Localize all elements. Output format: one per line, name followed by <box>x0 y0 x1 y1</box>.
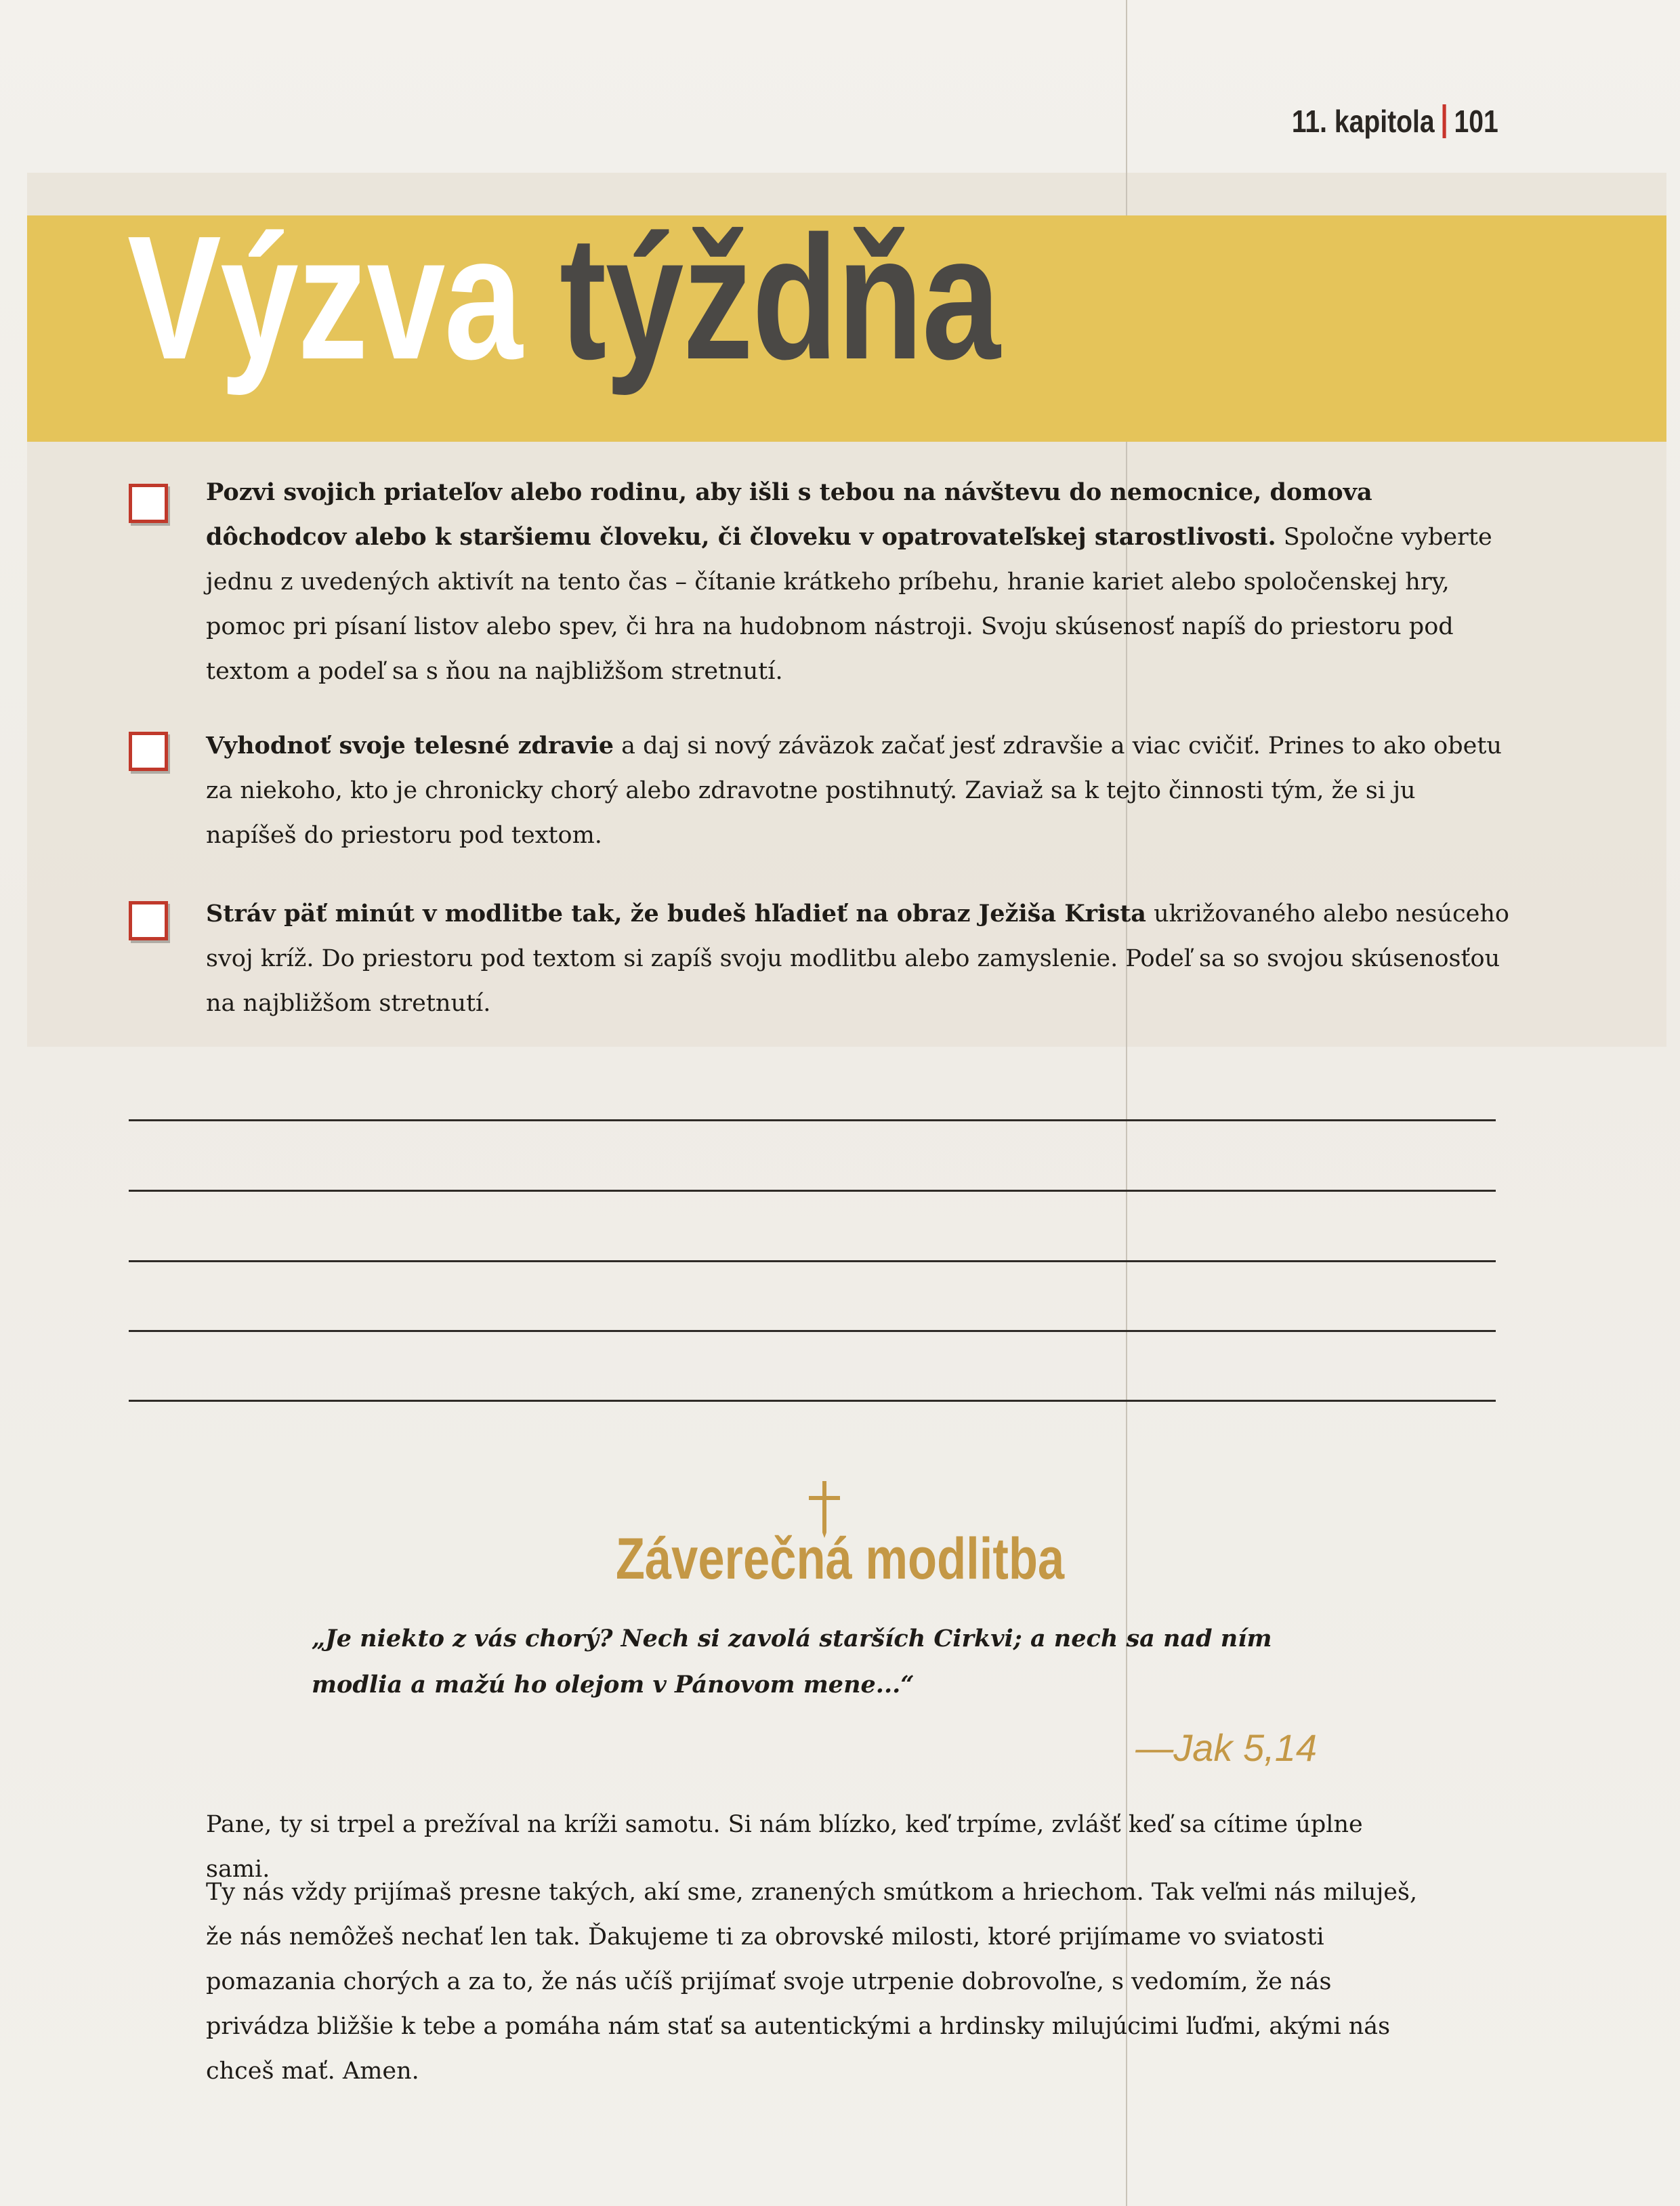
challenge-bold: Stráv päť minút v modlitbe tak, že budeš hľadieť na obraz Ježiša Krista <box>206 900 1146 928</box>
closing-prayer-heading: Záverečná modlitba <box>615 1526 1065 1591</box>
challenge-checkbox[interactable] <box>129 901 168 940</box>
challenge-checkbox[interactable] <box>129 732 168 771</box>
challenge-item <box>129 724 1511 881</box>
scripture-reference: —Jak 5,14 <box>1135 1726 1317 1769</box>
page-header <box>1292 103 1498 140</box>
prayer-paragraph: Pane, ty si trpel a prežíval na kríži samotu. Si nám blízko, keď trpíme, zvlášť keď sa cítime úplne sami. <box>206 1811 1363 1883</box>
writing-line[interactable] <box>129 1260 1496 1262</box>
writing-line[interactable] <box>129 1119 1496 1121</box>
challenge-body: a daj si nový záväzok začať jesť zdravšie a viac cvičiť. Prines to ako obetu za niekoho, kto je chronicky chorý alebo zdravotne postihnutý. Zaviaž sa k tejto činnosti tým, že si ju napíšeš do priestoru pod textom. <box>206 732 1502 849</box>
writing-line[interactable] <box>129 1400 1496 1402</box>
challenge-item <box>129 892 1511 1049</box>
challenge-item <box>129 470 1511 717</box>
scripture-quote: „Je niekto z vás chorý? Nech si zavolá starších Cirkvi; a nech sa nad ním modlia a mažú ho olejom v Pánovom mene...“ <box>312 1625 1272 1699</box>
page-number: 101 <box>1454 104 1498 139</box>
writing-line[interactable] <box>129 1190 1496 1192</box>
challenge-text <box>206 470 1511 694</box>
challenge-bold: Vyhodnoť svoje telesné zdravie <box>206 732 614 759</box>
chapter-label: 11. kapitola <box>1292 104 1435 139</box>
title-word-1: Výzva <box>127 200 522 396</box>
challenge-text <box>206 724 1511 858</box>
challenge-bold: Pozvi svojich priateľov alebo rodinu, aby išli s tebou na návštevu do nemocnice, domova dôchodcov alebo k staršiemu človeku, či človeku v opatrovateľskej starostlivosti. <box>206 478 1372 551</box>
page-title <box>127 200 1000 396</box>
header-separator <box>1443 104 1446 138</box>
challenge-checkbox[interactable] <box>129 484 168 523</box>
challenge-text <box>206 892 1511 1026</box>
challenge-body: Spoločne vyberte jednu z uvedených aktivít na tento čas – čítanie krátkeho príbehu, hranie kariet alebo spoločenskej hry, pomoc pri písaní listov alebo spev, či hra na hudobnom nástroji. Svoju skúsenosť napíš do priestoru pod textom a podeľ sa s ňou na najbližšom stretnutí. <box>206 524 1492 685</box>
challenge-body: ukrižovaného alebo nesúceho svoj kríž. Do priestoru pod textom si zapíš svoju modlitbu alebo zamyslenie. Podeľ sa so svojou skúsenosťou na najbližšom stretnutí. <box>206 900 1509 1017</box>
title-word-2: týždňa <box>559 200 1000 396</box>
writing-line[interactable] <box>129 1330 1496 1332</box>
prayer-paragraph: Ty nás vždy prijímaš presne takých, akí sme, zranených smútkom a hriechom. Tak veľmi nás miluješ, že nás nemôžeš nechať len tak. Ďakujeme ti za obrovské milosti, ktoré prijímame vo sviatosti pomazania chorých a za to, že nás učíš prijímať svoje utrpenie dobrovoľne, s vedomím, že nás privádza bližšie k tebe a pomáha nám stať sa autentickými a hrdinsky milujúcimi ľuďmi, akými nás chceš mať. Amen. <box>206 1879 1418 2085</box>
